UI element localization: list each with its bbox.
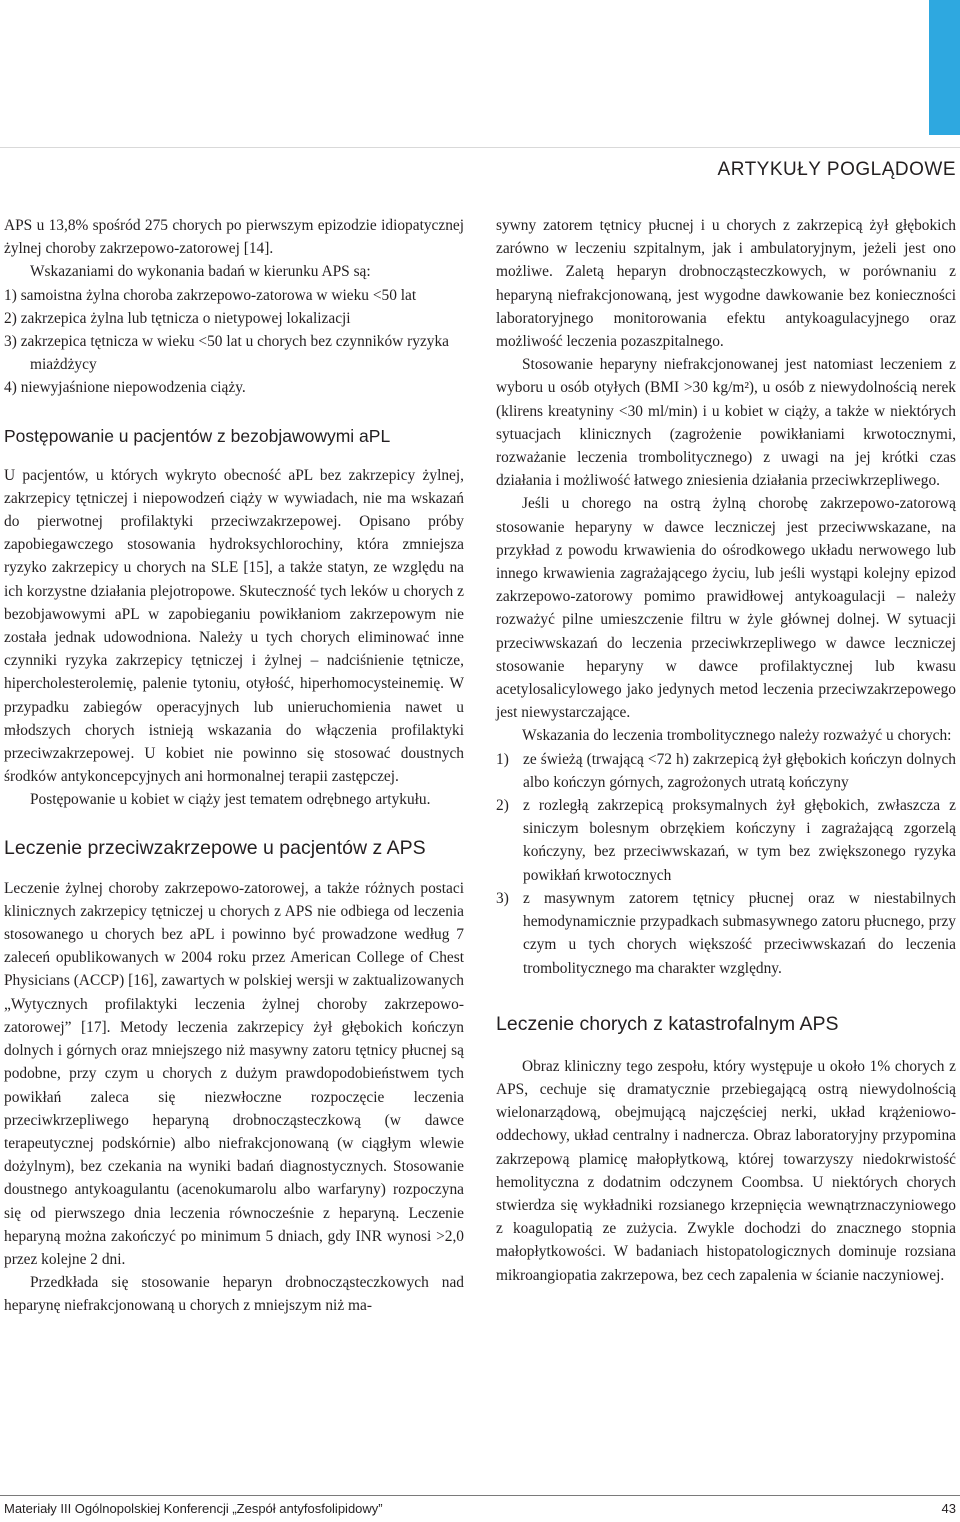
indications-intro: Wskazaniami do wykonania badań w kierunku APS są: — [30, 263, 371, 281]
section-label: ARTYKUŁY POGLĄDOWE — [717, 159, 956, 180]
accent-bar — [929, 0, 960, 135]
asymptomatic-paragraph: U pacjentów, u których wykryto obecność aPL bez zakrzepicy żylnej, zakrzepicy tętniczej i niepowodzeń ciąży w wywiadach, nie ma wskazań do pierwotnej profilaktyki przeciwzakrzepowej. Opisano próby zapobiegawczego stosowania hydroksychlorochiny, która zmniejsza ryzyko zakrzepicy u chorych na SLE [15], a także statyn, ze względu na ich korzystne działania plejotropowe. Skuteczność tych leków u chorych z bezobjawowymi aPL w zapobieganiu powikłaniom zakrzepowym nie została jednak udowodniona. Należy u tych chorych eliminować inne czynniki ryzyka zakrzepicy tętniczej i żylnej – nadciśnienie tętnicze, hipercholesterolemię, palenie tytoniu, otyłość, hiperhomocysteinemię. W przypadku zabiegów operacyjnych lub unieruchomienia nawet u młodszych chorych istnieją wskazania do włączenia profilaktyki przeciwzakrzepowej. U kobiet nie powinno się stosować doustnych środków antykoncepcyjnych ani hormonalnej terapii zastępczej. — [4, 466, 464, 786]
heparin-paragraph: Stosowanie heparyny niefrakcjonowanej jest natomiast leczeniem z wyboru u osób otyłych (BMI >30 kg/m²), u osób z niewydolnością nerek (klirens kreatyniny <30 ml/min) i u kobiet w ciąży, a także w niektórych sytuacjach klinicznych (zagrożenie powikłaniami krwotocznymi, rozważanie leczenia trombolitycznego) z uwagi na jej krótki czas działania i możliwość łatwego zniesienia działania przeciwkrzepliwego. — [496, 356, 956, 490]
top-rule — [0, 147, 960, 148]
criteria-item: 3) z masywnym zatorem tętnicy płucnej oraz w niestabilnych hemodynamicznie przypadkach submasywnego zatoru płucnego, przy czym u tych chorych większość przeciwwskazań do leczenia trombolitycznego ma charakter względny. — [496, 889, 956, 977]
heading-catastrophic-aps: Leczenie chorych z katastrofalnym APS — [496, 1012, 839, 1035]
page-number: 43 — [941, 1501, 956, 1516]
intro-paragraph: APS u 13,8% spośród 275 chorych po pierwszym epizodzie idiopatycznej żylnej choroby zakrzepowo-zatorowej [14]. — [4, 217, 464, 258]
heading-asymptomatic-apl: Postępowanie u pacjentów z bezobjawowymi aPL — [4, 425, 391, 446]
continuation-paragraph: sywny zatorem tętnicy płucnej i u chorych z zakrzepicą żył głębokich zarówno w leczeniu szpitalnym, jak i ambulatoryjnym, jeżeli jest ono możliwe. Zaletą heparyn drobnocząsteczkowych, w porównaniu z heparyną niefrakcjonowaną, jest wygodne dawkowanie bez konieczności laboratoryjnego monitorowania efektu antykoagulacyjnego oraz możliwość leczenia pozaszpitalnego. — [496, 217, 956, 351]
left-column — [4, 214, 464, 1318]
heading-anticoagulation: Leczenie przeciwzakrzepowe u pacjentów z APS — [4, 836, 426, 859]
footer-rule — [0, 1495, 960, 1496]
anticoagulation-paragraph-2: Przedkłada się stosowanie heparyn drobnocząsteczkowych nad heparynę niefrakcjonowaną u chorych z mniejszym niż ma- — [4, 1274, 464, 1315]
criteria-item: 2) z rozległą zakrzepicą proksymalnych żył głębokich, zwłaszcza z siniczym bolesnym obrzękiem kończyny i zagrażającą zgorzelą kończyny, bez przeciwwskazań, w tym bez zwiększonego ryzyka powikłań krwotocznych — [496, 797, 956, 884]
indication-item: 1) samoistna żylna choroba zakrzepowo-zatorowa w wieku <50 lat — [4, 286, 417, 304]
footer-conference: Materiały III Ogólnopolskiej Konferencji „Zespół antyfosfolipidowy” — [4, 1501, 383, 1516]
indication-item: 3) zakrzepica tętnicza w wieku <50 lat u chorych bez czynników ryzyka miażdżycy — [4, 333, 449, 374]
criteria-item: 1) ze świeżą (trwającą <72 h) zakrzepicą żył głębokich kończyn dolnych albo kończyn górnych, zagrożonych utratą kończyny — [496, 750, 956, 791]
indication-item: 4) niewyjaśnione niepowodzenia ciąży. — [4, 379, 246, 397]
asymptomatic-paragraph-2: Postępowanie u kobiet w ciąży jest tematem odrębnego artykułu. — [30, 791, 431, 809]
indication-item: 2) zakrzepica żylna lub tętnicza o nietypowej lokalizacji — [4, 309, 351, 327]
catastrophic-paragraph: Obraz kliniczny tego zespołu, który występuje u około 1% chorych z APS, cechuje się dramatycznie przebiegającą ostrą niewydolnością wielonarządową, obejmującą najczęściej nerki, układ krążeniowo-oddechowy, układ centralny i nadnercza. Obraz laboratoryjny przypomina zakrzepową plamicę małopłytkową, której towarzyszy niedokrwistość hemolityczna z dodatnim odczynem Coombsa. U niektórych chorych stwierdza się wykładniki rozsianego krzepnięcia wewnątrznaczyniowego z koagulopatią ze zużycia. Zwykle dochodzi do znacznego stopnia małopłytkowości. W badaniach histopatologicznych dominuje rozsiana mikroangiopatia zakrzepowa, bez cech zapalenia w ścianie naczyniowej. — [496, 1057, 956, 1284]
right-column — [496, 214, 956, 1287]
anticoagulation-paragraph: Leczenie żylnej choroby zakrzepowo-zatorowej, a także różnych postaci klinicznych zakrzepicy tętniczej u chorych z APS nie odbiega od leczenia stosowanego u chorych bez aPL i powinno być prowadzone według 7 zaleceń opublikowanych w 2004 roku przez American College of Chest Physicians (ACCP) [16], zawartych w polskiej wersji w zaktualizowanych „Wytycznych profilaktyki leczenia żylnej choroby zakrzepowo-zatorowej” [17]. Metody leczenia zakrzepicy żył głębokich kończyn dolnych i górnych oraz mniejszego niż masywny zatoru tętnicy płucnej są podobne, przy czym u chorych z dużym prawdopodobieństwem tych powikłań zaleca się niezwłoczne rozpoczęcie leczenia przeciwkrzepliwego heparyną drobnocząsteczkową (w dawce terapeutycznej podskórnie) albo niefrakcjonowaną (w ciągłym wlewie dożylnym), bez czekania na wyniki badań diagnostycznych. Stosowanie doustnego antykoagulantu (acenokumarolu albo warfaryny) rozpoczyna się od pierwszego dnia leczenia równocześnie z heparyną. Leczenie heparyną można zakończyć po minimum 5 dniach, gdy INR wynosi >2,0 przez kolejne 2 dni. — [4, 879, 464, 1268]
thrombolysis-criteria — [496, 748, 956, 980]
filter-paragraph: Jeśli u chorego na ostrą żylną chorobę zakrzepowo-zatorową stosowanie heparyny w dawce leczniczej jest przeciwwskazane, na przykład z powodu krwawienia do ośrodkowego układu nerwowego lub innego krwawienia zagrażającego życiu, lub jeśli wystąpi kolejny epizod zakrzepowo-zatorowy pomimo prawidłowej antykoagulacji – należy rozważyć pilne umieszczenie filtru w żyle głównej dolnej. W sytuacji przeciwwskazań do leczenia przeciwkrzepliwego w dawce leczniczej stosowanie heparyny w dawce profilaktycznej lub kwasu acetylosalicylowego jako jedynych metod leczenia przeciwzakrzepowego jest niewystarczające. — [496, 495, 956, 722]
thrombolysis-intro: Wskazania do leczenia trombolitycznego należy rozważyć u chorych: — [522, 727, 952, 745]
